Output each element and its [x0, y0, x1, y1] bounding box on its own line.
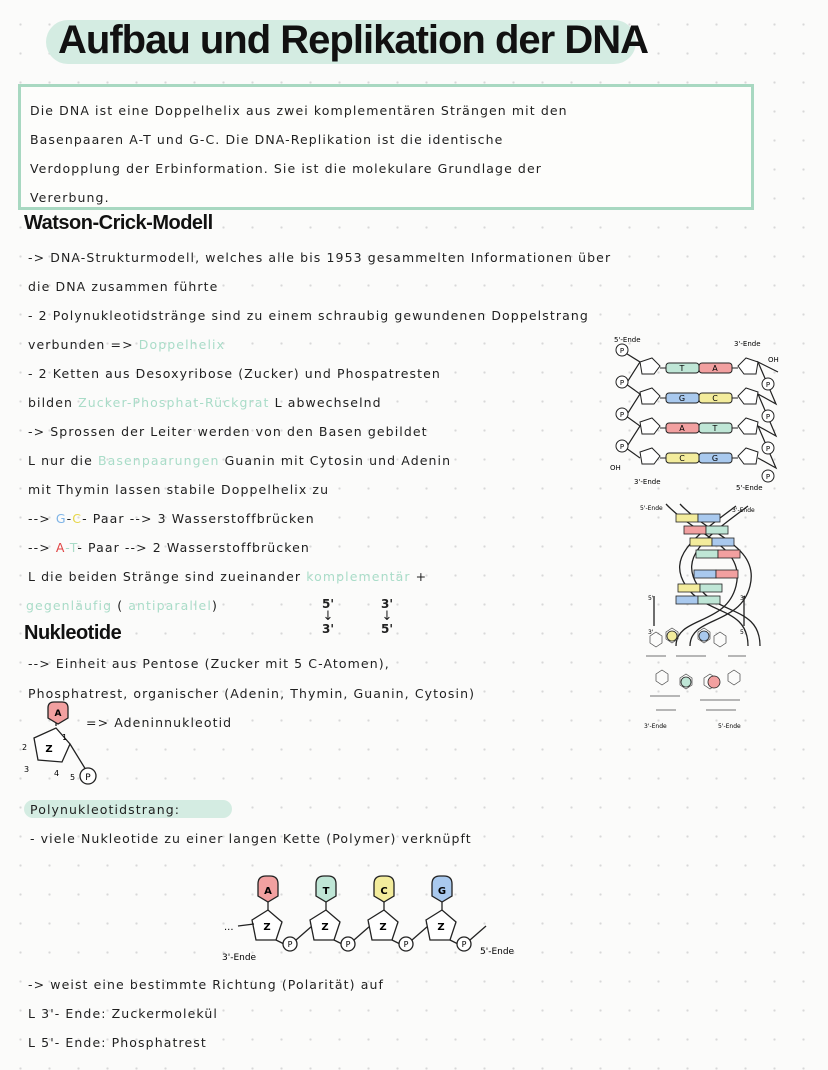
text-line: verbunden => Doppelhelix	[28, 337, 226, 352]
highlight-term: Zucker-Phosphat-Rückgrat	[78, 395, 270, 410]
label-5-end: 5'-Ende	[614, 336, 641, 344]
dir-label: 5'	[740, 629, 746, 636]
sugar-pentagon	[640, 358, 660, 374]
label-3-end: 3'-Ende	[644, 723, 667, 730]
nucleotide-unit	[426, 876, 486, 951]
sugar-label: Z	[263, 922, 271, 933]
sugar-label: Z	[45, 744, 53, 755]
text-line: L 5'- Ende: Phosphatrest	[28, 1035, 207, 1050]
down-arrow-icon: ↓	[381, 609, 393, 624]
phosphate-label: P	[85, 773, 91, 783]
highlight-term: antiparallel	[128, 598, 212, 613]
direction-marker-left: 5' ↓ 3'	[318, 597, 338, 636]
text-line: gegenläufig ( antiparallel)	[26, 598, 218, 613]
phosphate-label: P	[619, 379, 625, 387]
sugar-pentagon	[738, 358, 758, 374]
text-line: bilden Zucker-Phosphat-Rückgrat L abwechselnd	[28, 395, 382, 410]
phosphate-label: P	[619, 411, 625, 419]
carbon-number: 3	[24, 765, 30, 774]
label-3-end: 3'-Ende	[734, 340, 761, 348]
label-3-end: 3'-Ende	[634, 478, 661, 486]
text-line: L 3'- Ende: Zuckermolekül	[28, 1006, 218, 1021]
dna-helix-diagram	[636, 496, 796, 732]
dir-label: 3'	[648, 629, 654, 636]
label-5-end: 5'-Ende	[736, 484, 763, 492]
dir-label: 3'	[740, 595, 746, 602]
sugar-pentagon	[640, 448, 660, 464]
base-label: T	[679, 364, 685, 373]
text-line: L die beiden Stränge sind zueinander komplementär +	[28, 569, 428, 584]
phosphate-label: P	[765, 413, 771, 421]
helix-rungs	[676, 514, 740, 604]
phosphate-label: P	[619, 347, 625, 355]
phosphate-label: P	[765, 445, 771, 453]
phosphate-label: P	[403, 940, 409, 949]
text-line: - 2 Polynukleotidstränge sind zu einem schraubig gewundenen Doppelstrang	[28, 308, 589, 323]
intro-line: Die DNA ist eine Doppelhelix aus zwei komplementären Strängen mit den	[30, 103, 568, 118]
sugar-label: Z	[379, 922, 387, 933]
phosphate-label: P	[287, 940, 293, 949]
intro-line: Basenpaaren A-T und G-C. Die DNA-Replikation ist die identische	[30, 132, 504, 147]
molecular-structure	[646, 628, 746, 710]
phosphate-label: P	[461, 940, 467, 949]
base-label: C	[712, 394, 718, 403]
base-label: G	[678, 394, 686, 403]
highlight-term: Doppelhelix	[138, 337, 226, 352]
base-label: A	[54, 709, 62, 719]
text-line: mit Thymin lassen stabile Doppelhelix zu	[28, 482, 330, 497]
section-heading-polystrang: Polynukleotidstrang:	[30, 802, 181, 817]
base-label: A	[712, 364, 718, 373]
page-title: Aufbau und Replikation der DNA	[58, 18, 648, 62]
base-label: G	[711, 454, 719, 463]
base-label: A	[679, 424, 685, 433]
intro-box	[18, 84, 754, 210]
highlight-term: Basenpaarungen	[97, 453, 220, 468]
base-label: T	[322, 886, 330, 897]
sugar-label: Z	[437, 922, 445, 933]
sugar-pentagon	[738, 388, 758, 404]
intro-line: Vererbung.	[30, 190, 110, 205]
label-3-end: 3'-Ende	[732, 507, 755, 514]
phosphate-label: P	[765, 381, 771, 389]
carbon-number: 5	[70, 773, 76, 782]
sugar-pentagon	[738, 418, 758, 434]
sugar-label: Z	[321, 922, 329, 933]
phosphate-label: P	[345, 940, 351, 949]
base-label: C	[679, 454, 685, 463]
text-line: die DNA zusammen führte	[28, 279, 219, 294]
text-line: - viele Nukleotide zu einer langen Kette (Polymer) verknüpft	[30, 831, 472, 846]
sugar-pentagon	[640, 418, 660, 434]
base-label: A	[264, 886, 272, 897]
base-label: G	[437, 886, 447, 897]
text-line: --> A-T- Paar --> 2 Wasserstoffbrücken	[28, 540, 310, 555]
sugar-pentagon	[640, 388, 660, 404]
phosphate-label: P	[765, 473, 771, 481]
label-5-end: 5'-Ende	[640, 505, 663, 512]
label-oh: OH	[610, 464, 621, 472]
sugar-pentagon	[738, 448, 758, 464]
text-line: -> weist eine bestimmte Richtung (Polarität) auf	[28, 977, 384, 992]
text-line: - 2 Ketten aus Desoxyribose (Zucker) und Phospatresten	[28, 366, 441, 381]
phosphate-label: P	[619, 443, 625, 451]
base-label: T	[712, 424, 718, 433]
highlight-term: komplementär	[306, 569, 411, 584]
dir-label: 5'	[648, 595, 654, 602]
section-heading-nukleotide: Nukleotide	[24, 622, 122, 644]
label-5-end: 5'-Ende	[480, 947, 515, 957]
highlight-term: gegenläufig	[26, 598, 113, 613]
text-line: --> Einheit aus Pentose (Zucker mit 5 C-Atomen),	[28, 656, 390, 671]
dna-ladder-diagram	[608, 332, 808, 492]
text-line: --> G-C- Paar --> 3 Wasserstoffbrücken	[28, 511, 315, 526]
direction-marker-right: 3' ↓ 5'	[377, 597, 397, 636]
label-oh: OH	[768, 356, 779, 364]
text-line: L nur die Basenpaarungen Guanin mit Cytosin und Adenin	[28, 453, 452, 468]
nucleotide-unit	[310, 876, 370, 951]
label-3-end: 3'-Ende	[222, 953, 257, 962]
nucleotide-unit	[252, 876, 312, 951]
nucleotide-unit	[368, 876, 428, 951]
polynucleotide-diagram	[222, 866, 522, 962]
text-line: -> Sprossen der Leiter werden von den Basen gebildet	[28, 424, 428, 439]
carbon-number: 4	[54, 769, 60, 778]
text-line: -> DNA-Strukturmodell, welches alle bis 1953 gesammelten Informationen über	[28, 250, 612, 265]
section-heading-watson: Watson-Crick-Modell	[24, 212, 213, 234]
base-label: C	[380, 886, 388, 897]
intro-line: Verdopplung der Erbinformation. Sie ist die molekulare Grundlage der	[30, 161, 542, 176]
label-5-end: 5'-Ende	[718, 723, 741, 730]
nucleotide-diagram	[16, 700, 102, 790]
carbon-number: 2	[22, 743, 28, 752]
ladder-rungs	[640, 358, 758, 464]
text-line: Phosphatrest, organischer (Adenin, Thymin, Guanin, Cytosin)	[28, 686, 476, 701]
text-line: => Adeninnukleotid	[86, 715, 233, 730]
carbon-number: 1	[62, 733, 68, 742]
chain-dots: ...	[224, 922, 234, 933]
down-arrow-icon: ↓	[322, 609, 334, 624]
